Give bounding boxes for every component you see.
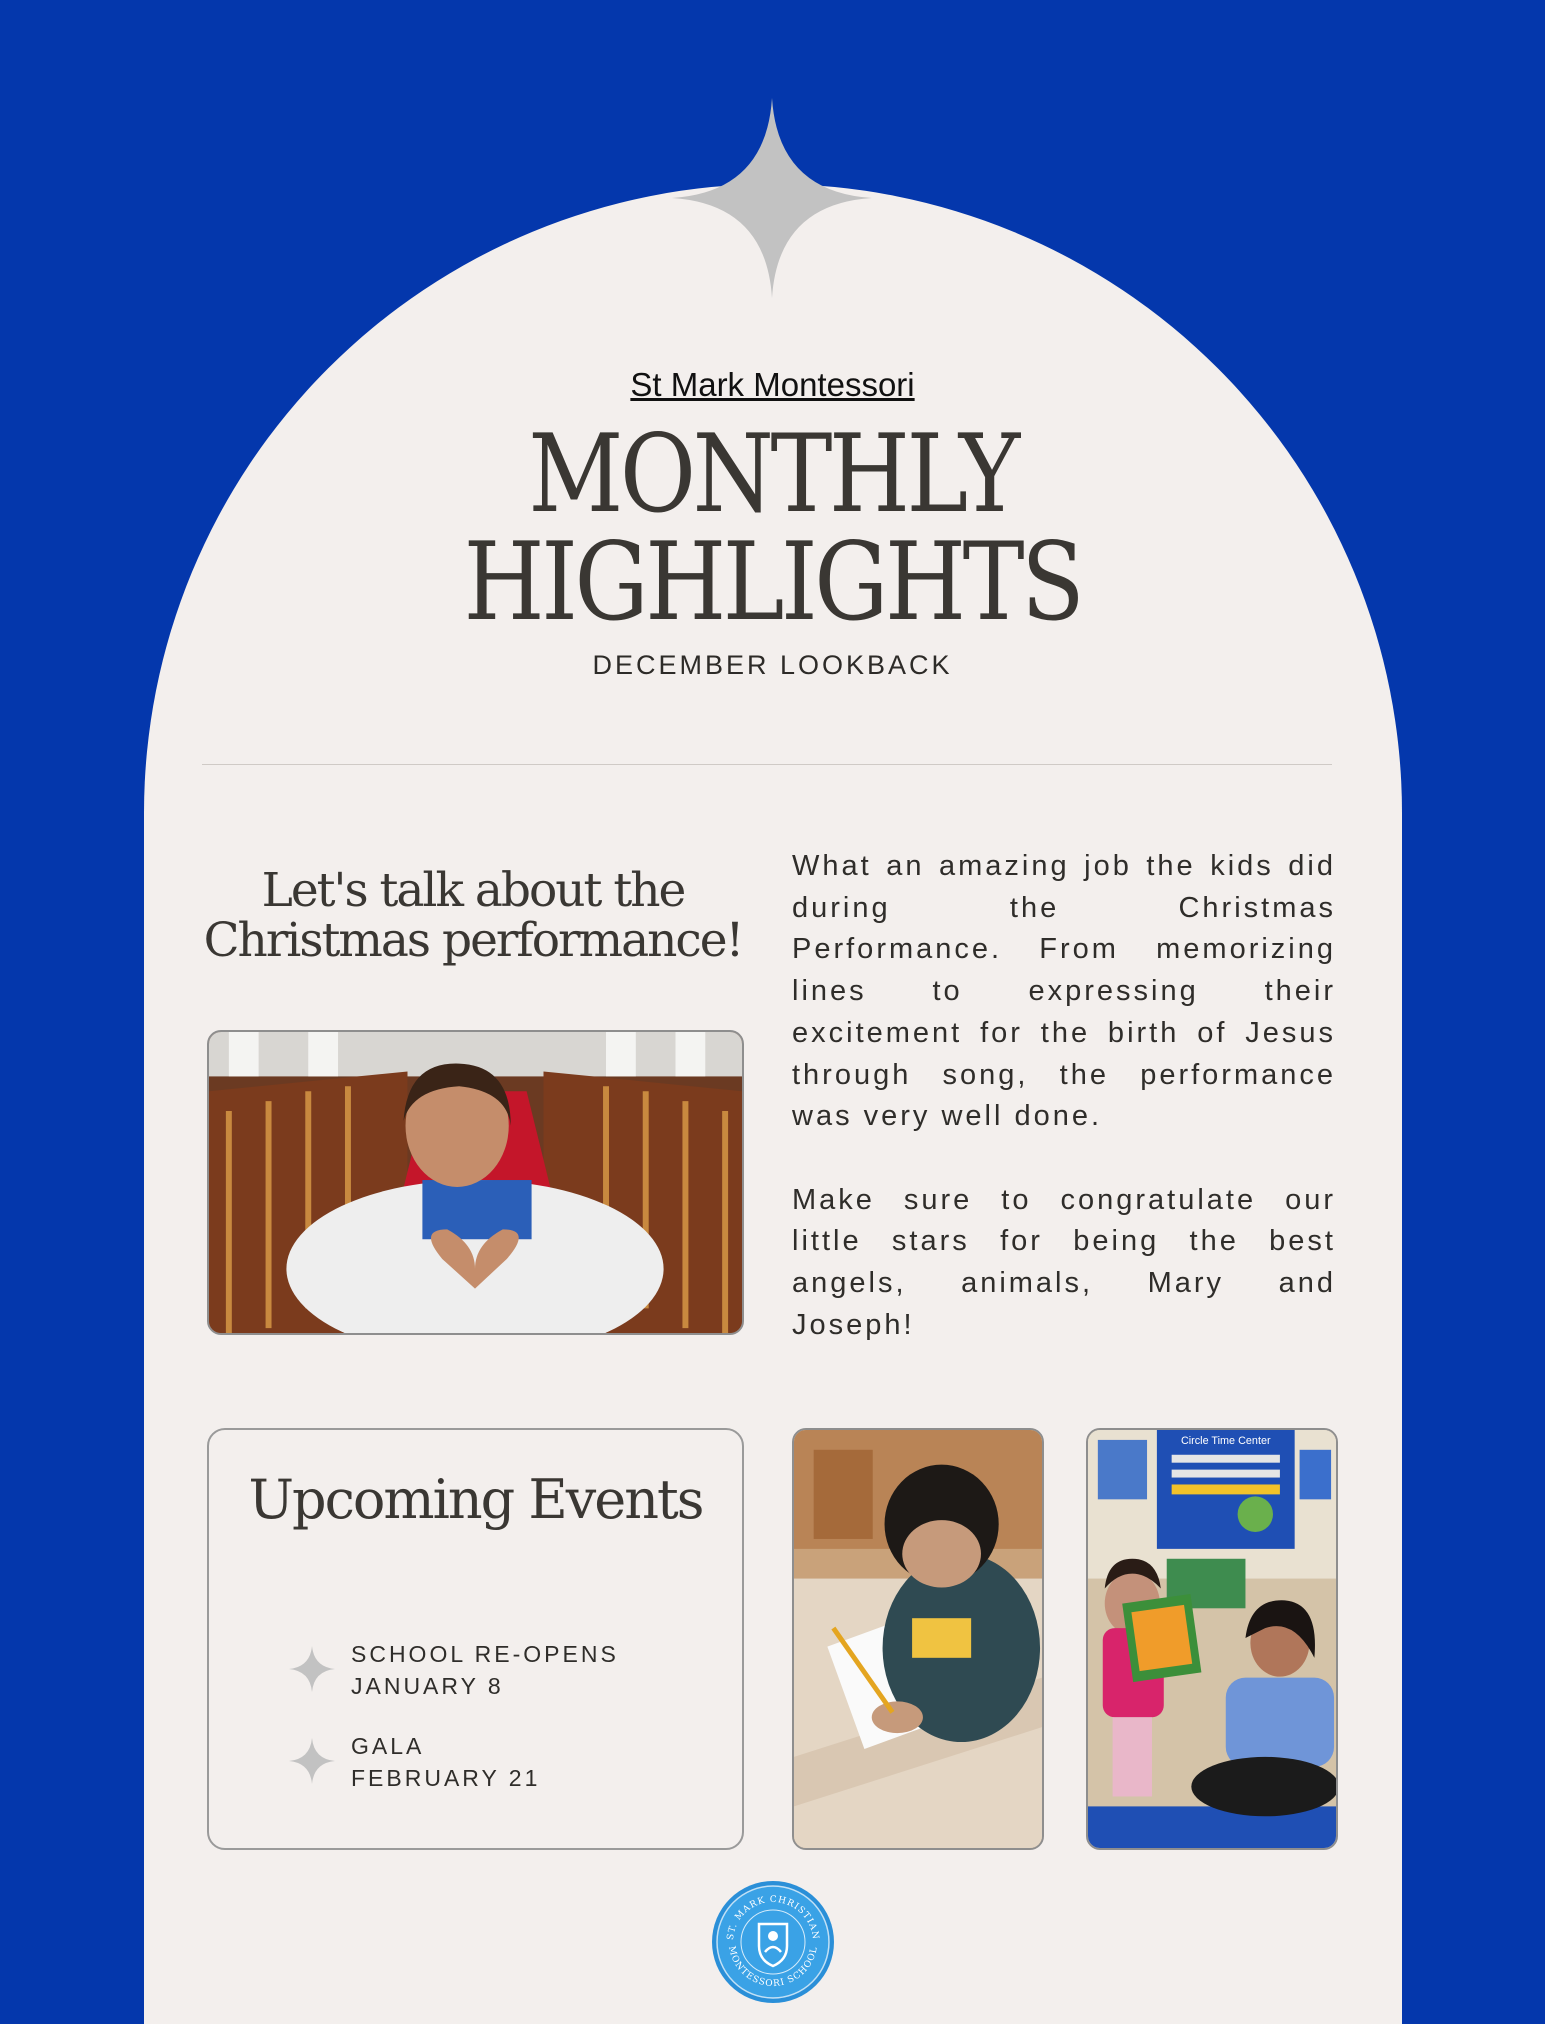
sparkle-icon (672, 98, 872, 298)
feature-body (792, 846, 1336, 1388)
events-heading: Upcoming Events (248, 1468, 703, 1531)
page-subtitle: DECEMBER LOOKBACK (592, 650, 953, 680)
event-date: JANUARY 8 (351, 1673, 504, 1699)
performance-photo (207, 1030, 744, 1335)
poster-title: Circle Time Center (1180, 1434, 1271, 1447)
sparkle-icon (289, 1738, 335, 1784)
event-date: FEBRUARY 21 (351, 1765, 541, 1791)
feature-paragraph-1: What an amazing job the kids did during the Christmas Performance. From memorizing lines to expressing their excitement for the birth of Jesus through song, the performance was very well done. (792, 850, 1336, 1133)
sparkle-icon (289, 1646, 335, 1692)
upcoming-events-card (207, 1428, 744, 1850)
school-name-link[interactable]: St Mark Montessori (630, 366, 915, 403)
logo-text-bottom: MONTESSORI SCHOOL (726, 1945, 820, 1990)
divider (202, 764, 1332, 765)
event-name: GALA (351, 1733, 425, 1759)
logo-text-top: ST. MARK CHRISTIAN (725, 1894, 821, 1941)
page-title-line2: HIGHLIGHTS (463, 520, 1082, 645)
page-title-line1: MONTHLY (528, 412, 1017, 537)
feature-paragraph-2: Make sure to congratulate our little stars for being the best angels, animals, Mary and Joseph! (792, 1183, 1336, 1341)
event-name: SCHOOL RE-OPENS (351, 1641, 619, 1667)
feature-heading: Let's talk about the Christmas performance! (203, 863, 743, 968)
school-logo (711, 1880, 835, 2004)
classroom-reading-photo (1086, 1428, 1338, 1850)
classroom-writing-photo (792, 1428, 1044, 1850)
